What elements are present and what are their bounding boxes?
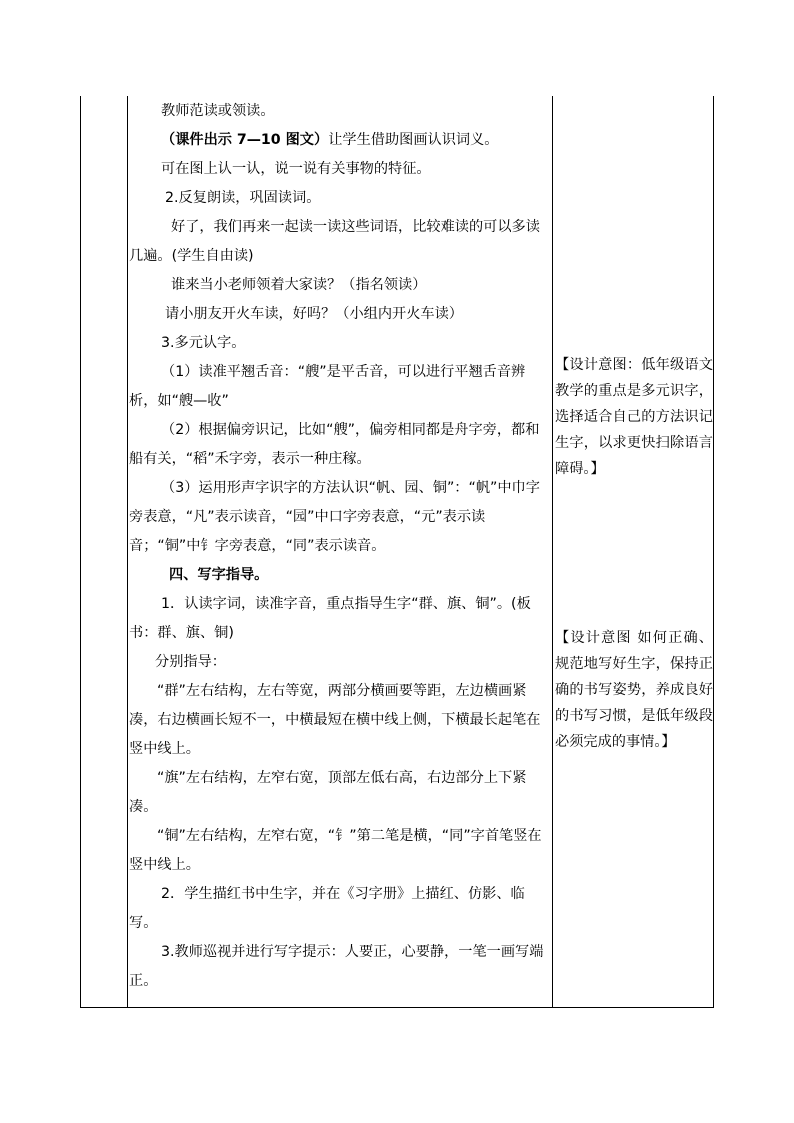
paragraph: “铜”左右结构，左窄右宽，“钅”第二笔是横，“同”字首笔竖在竖中线上。 [129,828,542,873]
paragraph: 2．学生描红书中生字，并在《习字册》上描红、仿影、临写。 [129,886,525,931]
lesson-content [129,97,551,996]
paragraph: 可在图上认一认，说一说有关事物的特征。 [161,161,431,177]
courseware-note: （课件出示 7—10 图文） [161,132,329,148]
paragraph: 分别指导： [155,654,226,670]
paragraph: 3.多元认字。 [161,335,246,351]
paragraph: 教师范读或领读。 [161,103,275,119]
paragraph: 1．认读字词，读准字音，重点指导生字“群、旗、铜”。(板书：群、旗、铜) [129,596,531,641]
design-intent-note-1: 【设计意图：低年级语文教学的重点是多元识字，选择适合自己的方法识记生字，以求更快扫除语言障碍。】 [555,357,713,477]
paragraph: （2）根据偏旁识记，比如“艘”，偏旁相同都是舟字旁，都和船有关，“稻”禾字旁，表示一种庄稼。 [129,422,540,467]
section-heading: 四、写字指导。 [169,567,269,583]
table-divider-2 [552,96,553,1008]
paragraph: （3）运用形声字识字的方法认识“帆、园、铜”：“帆”中巾字旁表意，“凡”表示读音，“园”中口字旁表意，“元”表示读音；“铜”中钅字旁表意，“同”表示读音。 [129,480,540,554]
table-border-right [713,96,714,1008]
table-bottom-border [80,1007,714,1008]
table-divider-1 [127,96,128,1008]
paragraph: “群”左右结构，左右等宽，两部分横画要等距，左边横画紧凑，右边横画长短不一，中横最短在横中线上侧，下横最长起笔在竖中线上。 [129,683,541,757]
table-border-left [80,96,81,1008]
paragraph: “旗”左右结构，左窄右宽，顶部左低右高，右边部分上下紧凑。 [129,770,527,815]
design-intent-note-2: 【设计意图 如何正确、规范地写好生字，保持正确的书写姿势，养成良好的书写习惯，是低年级段必须完成的事情。】 [555,630,713,750]
paragraph-text: 让学生借助图画认识词义。 [328,132,499,148]
paragraph [129,126,551,155]
paragraph: 谁来当小老师领着大家读？（指名领读） [171,277,427,293]
paragraph: 3.教师巡视并进行写字提示：人要正，心要静，一笔一画写端正。 [129,944,544,989]
paragraph: 请小朋友开火车读，好吗？（小组内开火车读） [165,306,463,322]
paragraph: 2.反复朗读，巩固读词。 [165,190,321,206]
paragraph: 好了，我们再来一起读一读这些词语，比较难读的可以多读几遍。(学生自由读) [129,219,540,264]
paragraph: （1）读准平翘舌音：“艘”是平舌音，可以进行平翘舌音辨析，如“艘—收” [129,364,526,409]
